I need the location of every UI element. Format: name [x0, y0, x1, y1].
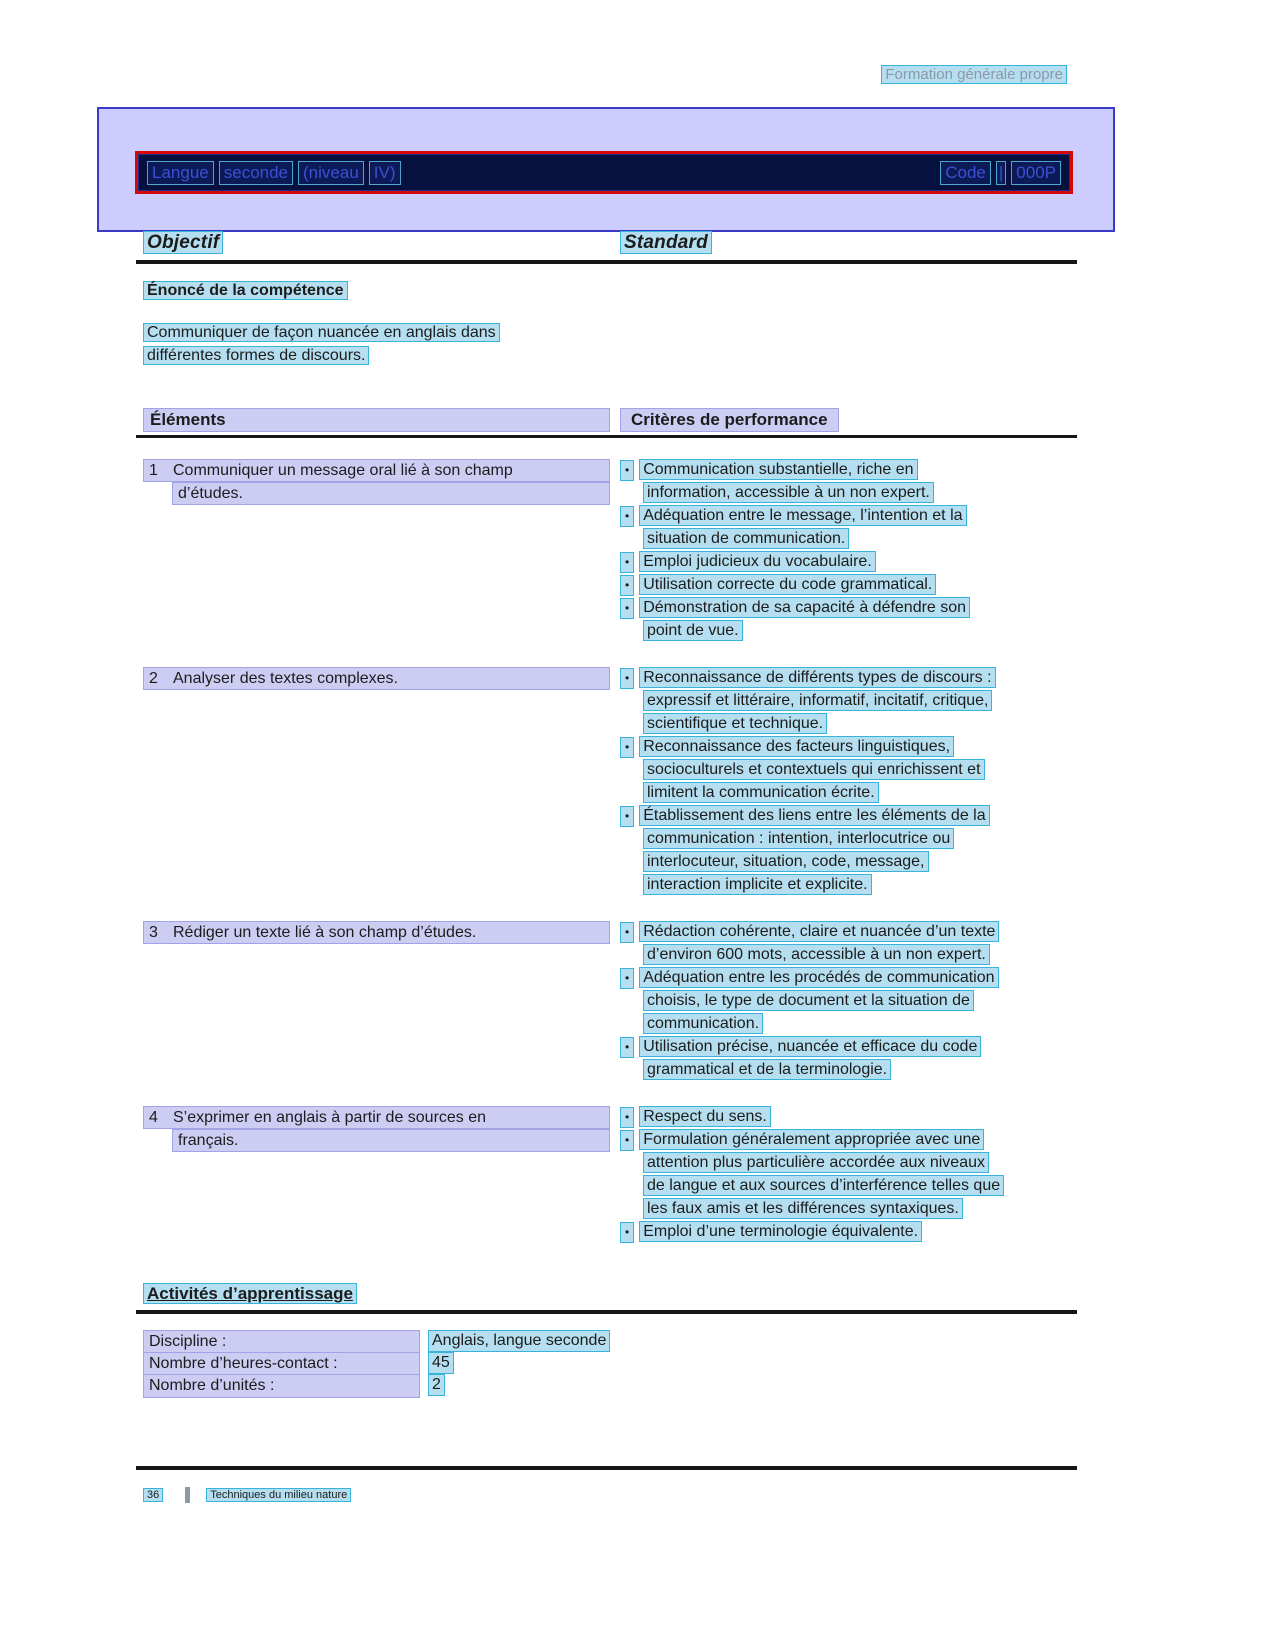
- criterion-line: [620, 551, 1077, 574]
- criterion-text: interaction implicite et explicite.: [643, 874, 872, 895]
- criterion-text: Formulation généralement appropriée avec une: [639, 1129, 984, 1150]
- criterion-text: Rédaction cohérente, claire et nuancée d’un texte: [639, 921, 999, 942]
- criteria-column-header: Critères de performance: [620, 408, 839, 432]
- bullet-icon: •: [620, 1130, 634, 1151]
- bullet-icon: •: [620, 737, 634, 758]
- criterion-text: interlocuteur, situation, code, message,: [643, 851, 929, 872]
- criterion: [620, 1129, 1077, 1221]
- course-title-bar: [135, 151, 1073, 194]
- activity-label: Discipline :: [143, 1330, 420, 1354]
- criterion: [620, 1106, 1077, 1129]
- criterion-line: [620, 1152, 1077, 1175]
- bullet-icon: •: [620, 1037, 634, 1058]
- criterion: [620, 667, 1077, 736]
- criterion-line: [620, 713, 1077, 736]
- bullet-icon: •: [620, 598, 634, 619]
- criterion-line: [620, 944, 1077, 967]
- criterion: [620, 921, 1077, 967]
- course-code: [940, 161, 1061, 185]
- element-row: [136, 459, 1077, 643]
- criterion: [620, 574, 1077, 597]
- criterion-text: les faux amis et les différences syntaxiques.: [643, 1198, 963, 1219]
- activities-table: [136, 1330, 1077, 1396]
- criterion-line: [620, 690, 1077, 713]
- element-text-line: [143, 667, 610, 690]
- element-cell: [136, 667, 615, 897]
- criterion-text: choisis, le type de document et la situation de: [643, 990, 974, 1011]
- element-number: 1: [149, 462, 158, 479]
- criterion-line: [620, 1036, 1077, 1059]
- element-text: Rédiger un texte lié à son champ d’études.: [173, 924, 477, 941]
- horizontal-rule: [136, 1310, 1077, 1314]
- criterion-text: communication : intention, interlocutrice ou: [643, 828, 954, 849]
- criterion-line: [620, 921, 1077, 944]
- criterion-text: limitent la communication écrite.: [643, 782, 879, 803]
- page-footer: [136, 1487, 351, 1503]
- criteria-cell: [615, 1106, 1077, 1244]
- element-text: S’exprimer en anglais à partir de sources en: [173, 1109, 487, 1126]
- criterion-text: Reconnaissance de différents types de discours :: [639, 667, 995, 688]
- competence-text-line: Communiquer de façon nuancée en anglais dans: [143, 323, 500, 342]
- criteria-cell: [615, 459, 1077, 643]
- activities-section: [136, 1284, 1077, 1306]
- activity-value: 45: [428, 1352, 454, 1374]
- criterion-line: [620, 482, 1077, 505]
- column-header-objectif: Objectif: [143, 231, 223, 254]
- course-title-word: Langue: [147, 161, 214, 185]
- elements-column-header: Éléments: [143, 408, 610, 432]
- footer-separator-bar: [185, 1487, 190, 1503]
- criterion-text: Reconnaissance des facteurs linguistiques,: [639, 736, 954, 757]
- competence-text-line: différentes formes de discours.: [143, 346, 369, 365]
- criterion-text: scientifique et technique.: [643, 713, 827, 734]
- criterion-line: [620, 1175, 1077, 1198]
- criterion-line: [620, 736, 1077, 759]
- criterion-text: situation de communication.: [643, 528, 849, 549]
- element-cell: [136, 921, 615, 1082]
- criterion: [620, 1036, 1077, 1082]
- bullet-icon: •: [620, 968, 634, 989]
- elements-list: [136, 459, 1077, 1244]
- element-cell: [136, 459, 615, 643]
- criterion-line: [620, 967, 1077, 990]
- criterion-text: communication.: [643, 1013, 763, 1034]
- column-header-standard: Standard: [620, 231, 712, 254]
- criterion: [620, 805, 1077, 897]
- criterion-text: Démonstration de sa capacité à défendre son: [639, 597, 970, 618]
- element-text-line: [143, 459, 610, 482]
- criterion-line: [620, 574, 1077, 597]
- criterion-text: information, accessible à un non expert.: [643, 482, 934, 503]
- criterion-line: [620, 782, 1077, 805]
- element-row: [136, 667, 1077, 897]
- criterion: [620, 459, 1077, 505]
- criterion-line: [620, 1059, 1077, 1082]
- criterion-line: [620, 597, 1077, 620]
- activity-label: Nombre d’unités :: [143, 1374, 420, 1398]
- element-text-line: [143, 921, 610, 944]
- criterion-line: [620, 459, 1077, 482]
- element-text: Communiquer un message oral lié à son champ: [173, 462, 513, 479]
- element-row: [136, 1106, 1077, 1244]
- bullet-icon: •: [620, 806, 634, 827]
- criterion-text: Établissement des liens entre les éléments de la: [639, 805, 989, 826]
- criterion: [620, 1221, 1077, 1244]
- element-row: [136, 921, 1077, 1082]
- element-text: Analyser des textes complexes.: [173, 670, 398, 687]
- criterion: [620, 736, 1077, 805]
- course-code-label: Code: [940, 161, 991, 185]
- criterion-text: socioculturels et contextuels qui enrichissent et: [643, 759, 985, 780]
- activities-heading: Activités d’apprentissage: [143, 1283, 357, 1304]
- criteria-cell: [615, 667, 1077, 897]
- criterion-line: [620, 1129, 1077, 1152]
- criterion-line: [620, 805, 1077, 828]
- course-title-word: (niveau: [298, 161, 364, 185]
- criterion-line: [620, 1221, 1077, 1244]
- criterion-text: Adéquation entre le message, l’intention et la: [639, 505, 966, 526]
- criterion-text: Utilisation correcte du code grammatical.: [639, 574, 936, 595]
- criterion-text: Utilisation précise, nuancée et efficace du code: [639, 1036, 981, 1057]
- criterion-text: d’environ 600 mots, accessible à un non expert.: [643, 944, 990, 965]
- criterion-line: [620, 505, 1077, 528]
- element-number: 3: [149, 924, 158, 941]
- bullet-icon: •: [620, 552, 634, 573]
- criteria-cell: [615, 921, 1077, 1082]
- criterion-text: Emploi d’une terminologie équivalente.: [639, 1221, 922, 1242]
- element-number: 4: [149, 1109, 158, 1126]
- bullet-icon: •: [620, 460, 634, 481]
- criterion-text: Communication substantielle, riche en: [639, 459, 917, 480]
- competence-heading: Énoncé de la compétence: [143, 281, 348, 300]
- course-code-separator: |: [996, 161, 1006, 185]
- bullet-icon: •: [620, 1107, 634, 1128]
- horizontal-rule: [136, 435, 1077, 438]
- course-header-box: [97, 107, 1115, 232]
- criterion-text: attention plus particulière accordée aux niveaux: [643, 1152, 989, 1173]
- bullet-icon: •: [620, 668, 634, 689]
- element-number: 2: [149, 670, 158, 687]
- criterion-text: expressif et littéraire, informatif, incitatif, critique,: [643, 690, 992, 711]
- criterion: [620, 597, 1077, 643]
- criterion-text: Emploi judicieux du vocabulaire.: [639, 551, 876, 572]
- element-text-line: d’études.: [172, 482, 610, 505]
- criterion-line: [620, 874, 1077, 897]
- criterion-text: grammatical et de la terminologie.: [643, 1059, 891, 1080]
- criterion-line: [620, 1013, 1077, 1036]
- table-row: [136, 1330, 1077, 1352]
- element-text-line: français.: [172, 1129, 610, 1152]
- document-body: [136, 232, 1077, 1396]
- competence-section: [136, 282, 1077, 304]
- bullet-icon: •: [620, 506, 634, 527]
- footer-text: Techniques du milieu nature: [206, 1488, 351, 1502]
- criterion-line: [620, 667, 1077, 690]
- elements-criteria-header-row: [136, 408, 1077, 433]
- header-category: [881, 66, 1067, 83]
- criterion-line: [620, 828, 1077, 851]
- objective-standard-header-row: [136, 232, 1077, 256]
- course-title-word: IV): [369, 161, 401, 185]
- course-code-value: 000P: [1011, 161, 1061, 185]
- criterion: [620, 505, 1077, 551]
- bullet-icon: •: [620, 1222, 634, 1243]
- horizontal-rule: [136, 1466, 1077, 1470]
- criterion-line: [620, 990, 1077, 1013]
- criterion-text: de langue et aux sources d’interférence telles que: [643, 1175, 1004, 1196]
- criterion-text: point de vue.: [643, 620, 743, 641]
- activity-value: Anglais, langue seconde: [428, 1330, 610, 1352]
- course-title-word: seconde: [219, 161, 293, 185]
- criterion: [620, 551, 1077, 574]
- criterion-line: [620, 620, 1077, 643]
- bullet-icon: •: [620, 575, 634, 596]
- bullet-icon: •: [620, 922, 634, 943]
- activity-value: 2: [428, 1374, 445, 1396]
- page-number: 36: [143, 1488, 163, 1502]
- criterion-line: [620, 1198, 1077, 1221]
- table-row: [136, 1374, 1077, 1396]
- criterion-line: [620, 759, 1077, 782]
- criterion-line: [620, 1106, 1077, 1129]
- course-title: [147, 161, 401, 185]
- criterion: [620, 967, 1077, 1036]
- activity-label: Nombre d’heures-contact :: [143, 1352, 420, 1376]
- table-row: [136, 1352, 1077, 1374]
- element-cell: [136, 1106, 615, 1244]
- horizontal-rule: [136, 260, 1077, 264]
- element-text-line: [143, 1106, 610, 1129]
- criterion-text: Adéquation entre les procédés de communication: [639, 967, 998, 988]
- criterion-line: [620, 851, 1077, 874]
- criterion-line: [620, 528, 1077, 551]
- criterion-text: Respect du sens.: [639, 1106, 771, 1127]
- header-category-label: Formation générale propre: [881, 65, 1067, 84]
- competence-text: [136, 322, 1077, 368]
